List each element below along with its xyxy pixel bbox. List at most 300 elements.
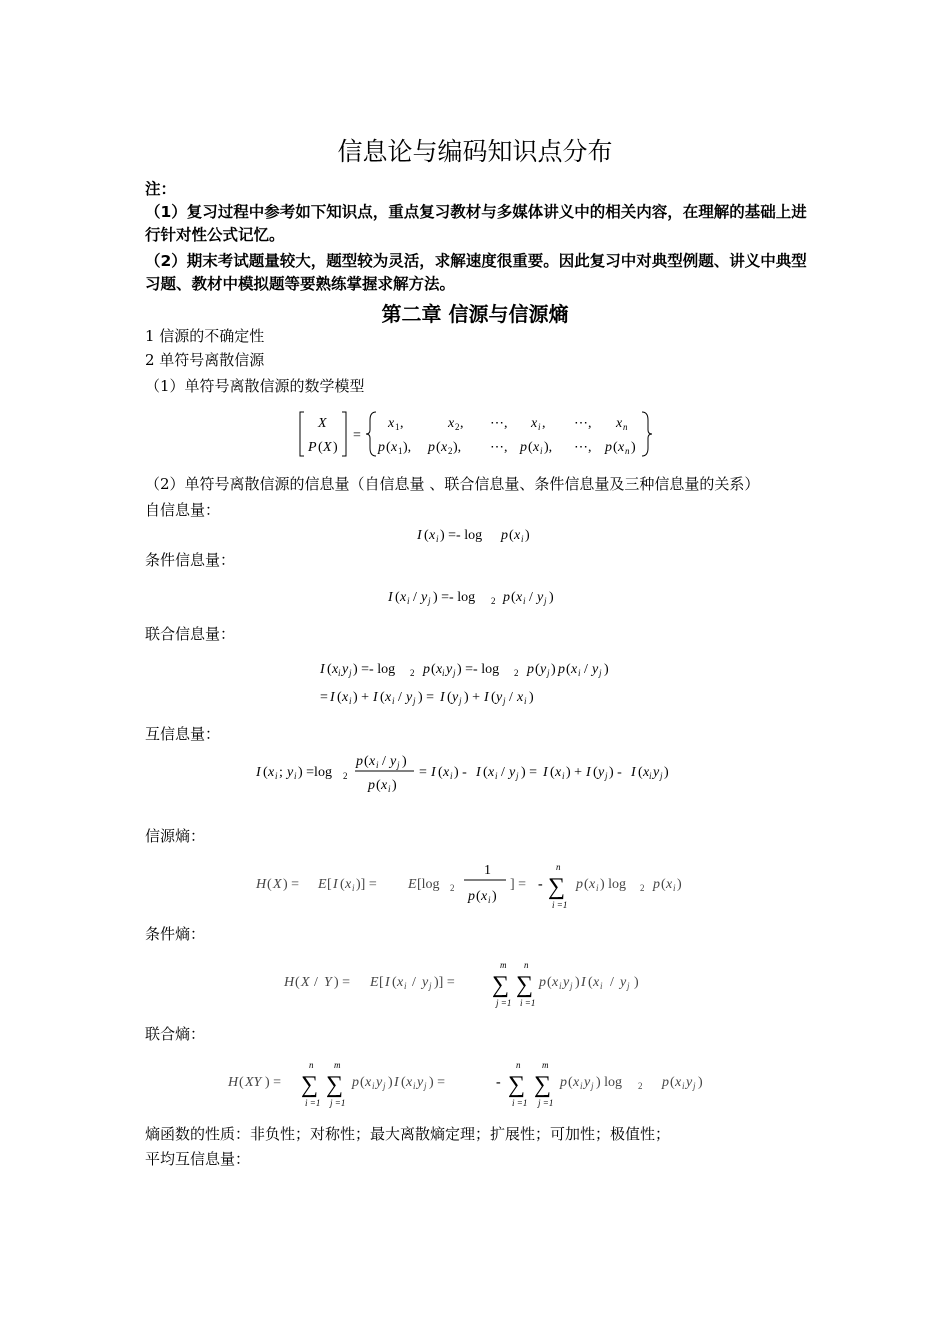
svg-text:x: x [514,528,521,543]
svg-text:): ) [698,1075,703,1090]
svg-text:p: p [428,440,435,455]
svg-text:/: / [584,662,588,677]
svg-text:p: p [539,975,546,990]
svg-text:i: i [521,534,524,544]
svg-text:) =: ) = [265,1075,282,1090]
svg-text:p: p [501,528,508,543]
svg-text:) =- log: ) =- log [440,528,483,543]
svg-text:I: I [631,765,636,780]
svg-text:) log: ) log [596,1075,623,1090]
svg-text:y: y [421,590,428,605]
formula-self-info [417,524,547,544]
svg-text:x: x [533,440,540,455]
svg-text:(: ( [376,778,381,793]
svg-text:) -: ) - [609,765,622,780]
svg-text:i: i [524,696,527,706]
svg-text:j: j [424,1081,427,1091]
svg-text:j: j [397,760,400,770]
svg-text:) =- log: ) =- log [433,590,476,605]
formula-source-model [298,408,658,460]
svg-text:i: i [413,1081,416,1091]
svg-text:XY: XY [245,1075,262,1090]
formula-cond-entropy [284,958,684,1010]
svg-text:),: ), [403,440,412,455]
svg-text:(: ( [263,765,268,780]
svg-text:x: x [555,765,562,780]
svg-text:/: / [314,975,318,990]
svg-text:(: ( [568,1075,573,1090]
svg-text:p: p [653,877,660,892]
svg-text:(: ( [593,765,598,780]
svg-text:p: p [560,1075,567,1090]
svg-text:y: y [452,690,459,705]
svg-text:i: i [682,1081,685,1091]
svg-text:Y: Y [324,975,332,990]
svg-text:1: 1 [398,446,403,456]
svg-text:(: ( [661,877,666,892]
svg-text:i: i [338,668,341,678]
svg-text:j: j [599,668,602,678]
svg-text:j: j [570,981,573,991]
svg-text:p: p [378,440,385,455]
svg-text:/: / [398,690,402,705]
formula-mutual-info [256,748,706,798]
svg-text:x: x [643,765,650,780]
svg-text:(: ( [380,690,385,705]
svg-text:x: x [406,1075,413,1090]
svg-text:x: x [616,416,623,431]
svg-text:x: x [618,440,625,455]
svg-text:(: ( [550,765,555,780]
svg-text:p: p [527,662,534,677]
svg-text:): ) [549,590,554,605]
svg-text:2: 2 [514,668,519,678]
svg-text:j: j [413,696,416,706]
svg-text:) +: ) + [464,690,481,705]
svg-text:x: x [675,1075,682,1090]
svg-text:(: ( [337,690,342,705]
svg-text:j: j [428,596,431,606]
svg-text:y: y [653,765,660,780]
svg-text:j =1: j =1 [496,998,512,1008]
svg-text:2: 2 [491,596,496,606]
svg-text:x: x [448,416,455,431]
svg-text:y: y [592,662,599,677]
svg-text:y: y [390,754,397,769]
svg-text:) =- log: ) =- log [353,662,396,677]
label-joint-entropy: 联合熵： [145,1025,206,1043]
svg-text:i: i [596,883,599,893]
svg-text:n: n [516,1060,521,1070]
svg-text:): ) [664,765,669,780]
svg-text:(: ( [395,590,400,605]
svg-text:j: j [627,981,630,991]
svg-text:) -: ) - [454,765,467,780]
svg-text:)] =: )] = [434,975,455,990]
svg-text:/: / [382,754,386,769]
svg-text:I: I [330,690,335,705]
svg-text:y: y [446,662,453,677]
svg-text:) +: ) + [566,765,583,780]
svg-text:I: I [484,690,489,705]
svg-text:i: i [352,883,355,893]
svg-text:) =: ) = [429,1075,446,1090]
svg-text:x: x [517,690,524,705]
label-entropy-properties: 熵函数的性质：非负性；对称性；最大离散熵定理；扩展性；可加性；极值性； [145,1125,671,1143]
svg-text:∑: ∑ [548,874,566,900]
svg-text:y: y [406,690,413,705]
svg-text:j: j [349,668,352,678]
svg-text:2: 2 [455,422,460,432]
svg-text:y: y [620,975,627,990]
note-item-2: （2）期末考试题量较大，题型较为灵活，求解速度很重要。因此复习中对典型例题、讲义中典型习题、教材中模拟题等要熟练掌握求解方法。 [145,252,807,293]
svg-text:i: i [376,760,379,770]
svg-text:j: j [383,1081,386,1091]
svg-text:i: i [495,771,498,781]
svg-text:X: X [273,877,282,892]
svg-text:n: n [623,422,628,432]
svg-text:x: x [488,765,495,780]
svg-text:i: i [488,895,491,905]
svg-text:x: x [385,690,392,705]
svg-text:∑: ∑ [508,1072,526,1098]
svg-text:∑: ∑ [534,1072,552,1098]
svg-text:x: x [391,440,398,455]
label-mutual-info: 互信息量： [145,725,221,743]
svg-text:(: ( [547,975,552,990]
svg-text:i: i [538,422,541,432]
section-1: 1 信源的不确定性 [145,327,265,345]
svg-text:i: i [349,696,352,706]
svg-text:(: ( [295,975,300,990]
svg-text:p: p [352,1075,359,1090]
svg-text:/: / [413,590,417,605]
svg-text:x: x [666,877,673,892]
svg-text:x: x [516,590,523,605]
svg-text:j =1: j =1 [538,1098,554,1108]
svg-text:) +: ) + [353,690,370,705]
svg-text:(: ( [476,889,481,904]
svg-text:j: j [547,668,550,678]
svg-text:X: X [323,440,332,455]
svg-text:i: i [580,1081,583,1091]
svg-text:x: x [400,590,407,605]
svg-text:p: p [468,889,475,904]
svg-text:2: 2 [410,668,415,678]
svg-text:) =- log: ) =- log [457,662,500,677]
label-self-info: 自信息量： [145,501,221,519]
svg-text:I: I [385,975,390,990]
label-avg-mutual-info: 平均互信息量： [145,1150,251,1168]
section-2-2: （2）单符号离散信源的信息量（自信息量 、联合信息量、条件信息量及三种信息量的关系） [145,475,760,493]
svg-text:i: i [578,668,581,678]
svg-text:): ) [392,778,397,793]
svg-text:x: x [397,975,404,990]
svg-text:y: y [686,1075,693,1090]
svg-text:I: I [581,975,586,990]
svg-text:X: X [318,416,327,431]
svg-text:(: ( [392,975,397,990]
svg-text:i: i [649,771,652,781]
svg-text:p: p [423,662,430,677]
svg-text:x: x [481,889,488,904]
formula-cond-info [388,586,578,608]
svg-text:1: 1 [395,422,400,432]
svg-text:x: x [593,975,600,990]
svg-text:p: p [558,662,565,677]
svg-text:(: ( [566,662,571,677]
formula-source-entropy [256,856,706,912]
svg-text:),: ), [544,440,553,455]
svg-text:p: p [356,754,363,769]
svg-text:p: p [368,778,375,793]
svg-text:p: p [605,440,612,455]
label-joint-info: 联合信息量： [145,625,236,643]
svg-text:(: ( [239,1075,244,1090]
svg-text:i: i [562,771,565,781]
svg-text:I: I [476,765,481,780]
svg-text:;: ; [279,765,283,780]
svg-text:): ) [604,662,609,677]
svg-text:x: x [531,416,538,431]
svg-text:): ) [333,440,338,455]
svg-text:I: I [543,765,548,780]
svg-text:I: I [417,528,422,543]
svg-text:H: H [284,975,295,990]
svg-text:I: I [320,662,325,677]
svg-text:j: j [516,771,519,781]
svg-text:I: I [586,765,591,780]
svg-text:H: H [256,877,267,892]
svg-text:(: ( [438,765,443,780]
svg-text:): ) [634,975,639,990]
svg-text:m: m [542,1060,549,1070]
formula-joint-entropy [228,1058,748,1110]
svg-text:x: x [369,754,376,769]
svg-text:I: I [431,765,436,780]
svg-text:i: i [540,446,543,456]
svg-text:y: y [342,662,349,677]
svg-text:y: y [287,765,294,780]
svg-text:2: 2 [640,883,645,893]
svg-text:/: / [610,975,614,990]
svg-text:): ) [525,528,530,543]
svg-text:,: , [542,416,546,431]
svg-text:⋯,: ⋯, [490,416,508,431]
svg-text:-: - [496,1075,501,1090]
svg-text:): ) [677,877,682,892]
svg-text:n: n [524,960,529,970]
svg-text:(: ( [483,765,488,780]
svg-text:j: j [591,1081,594,1091]
section-2: 2 单符号离散信源 [145,351,265,369]
svg-text:n: n [625,446,630,456]
svg-text:i: i [404,981,407,991]
svg-text:(: ( [584,877,589,892]
label-source-entropy: 信源熵： [145,827,206,845]
svg-text:y: y [540,662,547,677]
svg-text:2: 2 [450,883,455,893]
svg-text:,: , [460,416,464,431]
svg-text:y: y [584,1075,591,1090]
svg-text:(: ( [528,440,533,455]
svg-text:-: - [538,877,543,892]
svg-text:)] =: )] = [356,877,377,892]
svg-text:i: i [294,771,297,781]
svg-text:,: , [400,416,404,431]
chapter-heading: 第二章 信源与信源熵 [381,302,569,326]
svg-text:i =1: i =1 [520,998,536,1008]
note-item-1: （1）复习过程中参考如下知识点，重点复习教材与多媒体讲义中的相关内容，在理解的基础上进行针对性公式记忆。 [145,203,807,244]
svg-text:(: ( [360,1075,365,1090]
svg-text:y: y [598,765,605,780]
svg-text:2: 2 [448,446,453,456]
svg-text:x: x [388,416,395,431]
svg-text:I: I [333,877,338,892]
svg-text:(: ( [386,440,391,455]
svg-text:i: i [275,771,278,781]
svg-text:x: x [443,765,450,780]
svg-text:j: j [693,1081,696,1091]
svg-text:p: p [503,590,510,605]
svg-text:(: ( [431,662,436,677]
svg-text:): ) [529,690,534,705]
svg-text:y: y [563,975,570,990]
svg-text:): ) [575,975,580,990]
svg-text:∑: ∑ [516,972,534,998]
svg-text:x: x [332,662,339,677]
svg-text:i: i [600,981,603,991]
svg-text:⋯,: ⋯, [490,440,508,455]
svg-text:x: x [552,975,559,990]
note-heading: 注： [145,180,177,198]
svg-text:) =: ) = [283,877,300,892]
svg-text:∑: ∑ [301,1072,319,1098]
svg-text:(: ( [509,528,514,543]
svg-text:x: x [342,690,349,705]
svg-text:I: I [256,765,261,780]
svg-text:2: 2 [638,1081,643,1091]
svg-text:x: x [573,1075,580,1090]
svg-text:j =1: j =1 [330,1098,346,1108]
svg-text:x: x [571,662,578,677]
svg-text:[log: [log [417,877,440,892]
svg-text:(: ( [327,662,332,677]
svg-text:⋯,: ⋯, [574,440,592,455]
svg-text:(: ( [267,877,272,892]
svg-text:x: x [381,778,388,793]
svg-text:x: x [429,528,436,543]
svg-text:/: / [529,590,533,605]
svg-text:p: p [662,1075,669,1090]
svg-text:i: i [407,596,410,606]
svg-text:) =: ) = [334,975,351,990]
svg-text:=: = [419,765,427,780]
svg-text:y: y [422,975,429,990]
svg-text:x: x [436,662,443,677]
svg-text:x: x [365,1075,372,1090]
svg-text:=: = [353,428,361,443]
svg-text:j: j [453,668,456,678]
svg-text:m: m [500,960,507,970]
svg-text:j: j [429,981,432,991]
svg-text:(: ( [491,690,496,705]
section-2-1: （1）单符号离散信源的数学模型 [145,377,365,395]
svg-text:j: j [503,696,506,706]
svg-text:(: ( [424,528,429,543]
svg-text:P: P [308,440,317,455]
svg-text:[: [ [379,975,384,990]
svg-text:) =: ) = [418,690,435,705]
svg-text:⋯,: ⋯, [574,416,592,431]
svg-text:X: X [301,975,310,990]
svg-text:): ) [402,754,407,769]
svg-text:x: x [589,877,596,892]
svg-text:i: i [559,981,562,991]
svg-text:/: / [412,975,416,990]
svg-text:j: j [459,696,462,706]
svg-text:/: / [509,690,513,705]
svg-text:j: j [544,596,547,606]
svg-text:),: ), [453,440,462,455]
svg-text:E: E [370,975,379,990]
svg-text:y: y [376,1075,383,1090]
svg-text:I: I [373,690,378,705]
svg-text:I: I [388,590,393,605]
svg-text:i: i [523,596,526,606]
svg-text:): ) [551,662,556,677]
svg-text:y: y [537,590,544,605]
svg-text:2: 2 [343,771,348,781]
svg-text:] =: ] = [510,877,527,892]
svg-text:E: E [408,877,417,892]
svg-text:y: y [496,690,503,705]
svg-text:∑: ∑ [492,972,510,998]
svg-text:i: i [392,696,395,706]
svg-text:) =: ) = [521,765,538,780]
svg-text:p: p [520,440,527,455]
svg-text:): ) [492,889,497,904]
svg-text:) log: ) log [600,877,627,892]
svg-text:/: / [501,765,505,780]
svg-text:): ) [388,1075,393,1090]
svg-text:i =1: i =1 [305,1098,321,1108]
svg-text:(: ( [638,765,643,780]
svg-text:(: ( [340,877,345,892]
svg-text:(: ( [613,440,618,455]
label-cond-entropy: 条件熵： [145,925,206,943]
svg-text:n: n [556,862,561,872]
svg-text:i: i [388,784,391,794]
svg-text:i =1: i =1 [552,900,568,910]
svg-text:I: I [440,690,445,705]
svg-text:(: ( [535,662,540,677]
svg-text:i: i [673,883,676,893]
svg-text:∑: ∑ [326,1072,344,1098]
svg-text:m: m [334,1060,341,1070]
svg-text:j: j [605,771,608,781]
svg-text:i: i [372,1081,375,1091]
svg-text:(: ( [511,590,516,605]
svg-text:(: ( [318,440,323,455]
svg-text:(: ( [588,975,593,990]
svg-text:x: x [441,440,448,455]
svg-text:j: j [660,771,663,781]
label-cond-info: 条件信息量： [145,551,236,569]
svg-text:E: E [318,877,327,892]
svg-text:i =1: i =1 [512,1098,528,1108]
svg-text:x: x [345,877,352,892]
